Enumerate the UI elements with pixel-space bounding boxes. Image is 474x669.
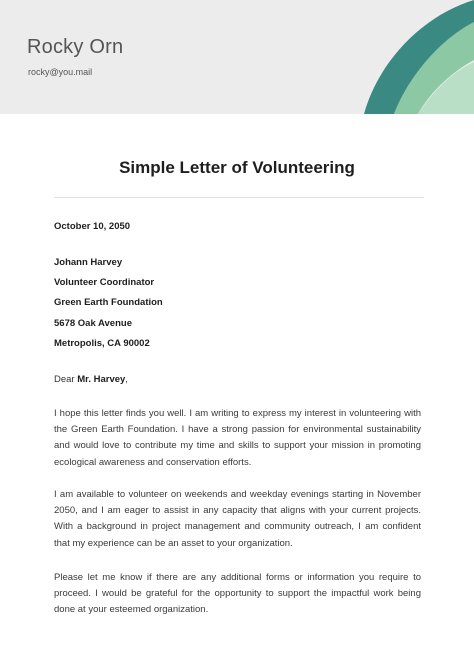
recipient-position: Volunteer Coordinator	[54, 277, 155, 288]
recipient-organization: Green Earth Foundation	[54, 297, 163, 308]
decorative-swoosh-graphic	[364, 0, 474, 114]
body-paragraph-3: Please let me know if there are any additional forms or information you require to proceed. I would be grateful for the opportunity to support the impactful work being done at your esteemed organization.	[54, 572, 421, 616]
salutation-prefix: Dear	[54, 374, 78, 385]
letter-date: October 10, 2050	[54, 221, 131, 232]
letter-title: Simple Letter of Volunteering	[119, 158, 355, 177]
body-paragraph-2: I am available to volunteer on weekends and weekday evenings starting in November 2050, and I am eager to assist in any capacity that aligns with your current projects. With a background in project management and community outreach, I am confident that my experience can be an asset to your organization.	[54, 489, 421, 549]
letterhead	[0, 0, 474, 114]
salutation-suffix: ,	[125, 374, 128, 385]
sender-email: rocky@you.mail	[28, 67, 93, 77]
recipient-street: 5678 Oak Avenue	[54, 318, 132, 329]
recipient-city: Metropolis, CA 90002	[54, 338, 150, 349]
salutation	[54, 374, 128, 385]
title-divider	[54, 197, 424, 198]
body-paragraph-1: I hope this letter finds you well. I am writing to express my interest in volunteering with the Green Earth Foundation. I have a strong passion for environmental sustainability and would love to contribute my time and skills to support your mission in promoting ecological awareness and conservation efforts.	[54, 408, 421, 468]
recipient-name: Johann Harvey	[54, 257, 123, 268]
salutation-name: Mr. Harvey	[77, 374, 126, 385]
sender-name: Rocky Orn	[27, 36, 124, 58]
